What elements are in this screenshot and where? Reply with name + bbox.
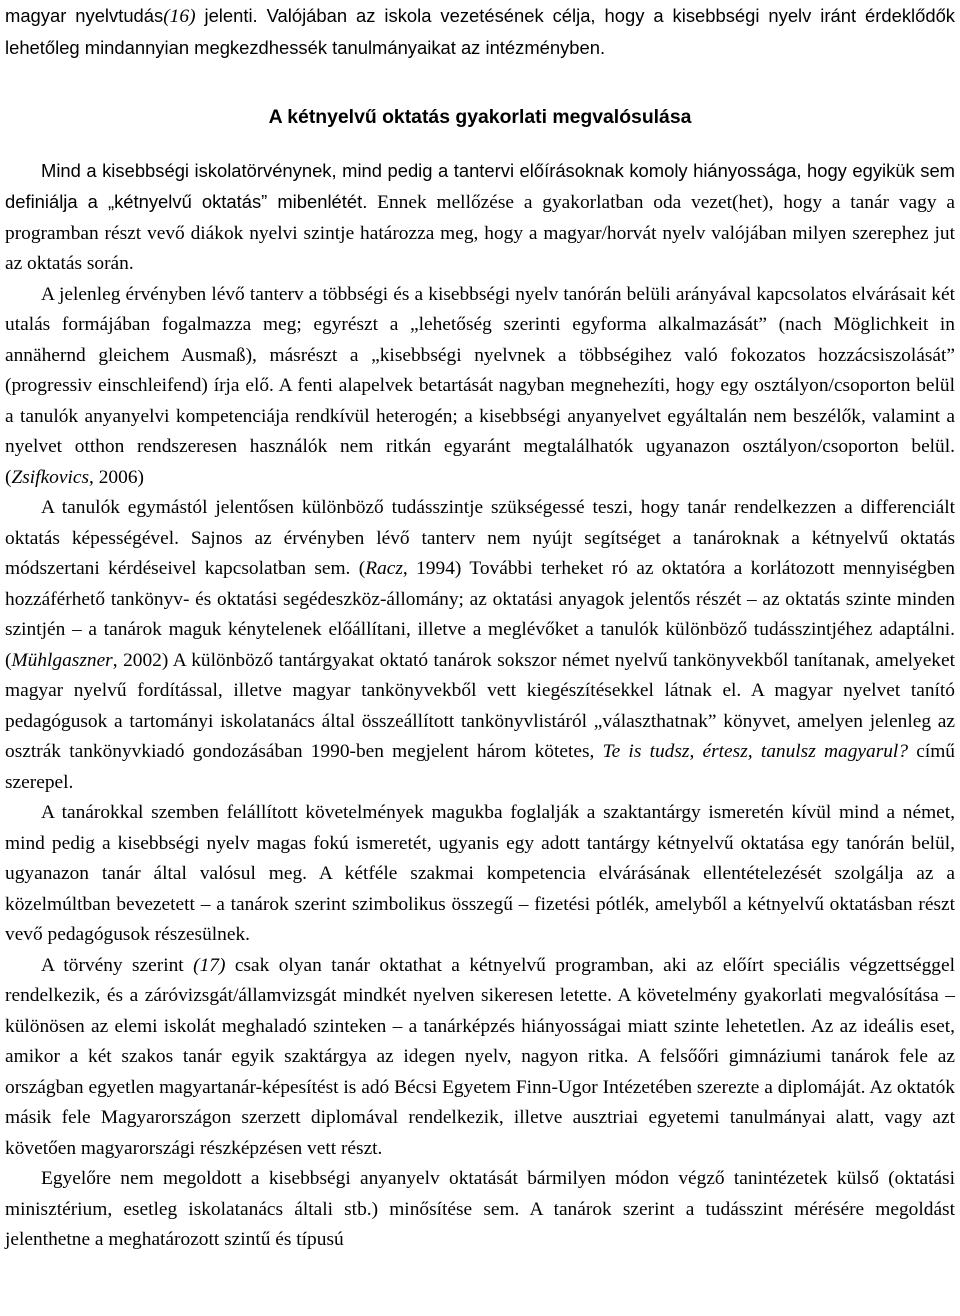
text-run: magyar nyelvtudás [5, 5, 164, 26]
paragraph-intro [0, 0, 960, 64]
paragraph-3 [0, 493, 960, 798]
paragraph-2 [0, 280, 960, 494]
text-run: , 2006) [89, 466, 144, 488]
text-run: csak olyan tanár oktathat a kétnyelvű programban, aki az előírt speciális végzettséggel rendelkezik, és a záróvizsgát/államvizsgát mindkét nyelven sikeresen letette. A követelmény gyakorlati megvalósítása – különösen az elemi iskolát meghaladó szinteken – a tanárképzés hiányosságai miatt szinte lehetetlen. Az az ideális eset, amikor a két szakos tanár egyik szaktárgya az idegen nyelv, nagyon ritka. A felsőőri gimnáziumi tanárok fele az országban egyetlen magyartanár-képesítést is adó Bécsi Egyetem Finn-Ugor Intézetében szerezte a diplomáját. Az oktatók másik fele Magyarországon szerzett diplomával rendelkezik, illetve ausztriai egyetemi tanulmányai alatt, vagy azt követően magyarországi részképzésen vett részt. [5, 954, 955, 1159]
paragraph-1 [0, 156, 960, 280]
paragraph-5 [0, 951, 960, 1165]
text-run: című szerepel. [5, 741, 956, 793]
citation-author: Mühlgaszner [11, 649, 113, 671]
footnote-ref-17: (17) [193, 954, 226, 976]
text-run: , 2002) A különböző tantárgyakat oktató tanárok sokszor német nyelvű tankönyvekből tanítanak, amelyeket magyar nyelvű fordítással, illetve magyar tankönyvekből vett kiegészítésekkel látnak el. A magyar nyelvet tanító pedagógusok a tartományi iskolatanács által összeállított tankönyvlistáról „választhatnak” könyvet, amelyen jelenleg az osztrák tankönyvkiadó gondozásában 1990-ben megjelent három kötetes, [5, 649, 955, 762]
text-run: jelenti. [195, 5, 267, 26]
text-run: Mind a kisebbségi iskolatörvénynek, mind pedig a tantervi előírásoknak komoly hiányossága, hogy egyikük sem definiálja a „kétnyelvű oktatás” mibenlétét. [5, 159, 955, 212]
text-run: A jelenleg érvényben lévő tanterv a többségi és a kisebbségi nyelv tanórán belüli arányával kapcsolatos elvárásait két utalás formájában fogalmazza meg; egyrészt a „lehetőség szerinti egyforma alkalmazását” (nach Möglichkeit in annähernd gleichem Ausmaß), másrészt a „kisebbségi nyelvnek a többségihez való fokozatos hozzácsiszolását” (progressiv einschleifend) írja elő. A fenti alapelvek betartását nagyban megnehezíti, hogy egy osztályon/csoporton belül a tanulók anyanyelvi kompetenciája rendkívül heterogén; a kisebbségi anyanyelvet egyáltalán nem beszélők, valamint a nyelvet otthon rendszeresen használók nem ritkán egyaránt megtalálhatók ugyanazon osztályon/csoporton belül. ( [5, 283, 955, 488]
text-run: A tanulók egymástól jelentősen különböző tudásszintje szükségessé teszi, hogy tanár rendelkezzen a differenciált oktatás képességével. Sajnos az érvényben lévő tanterv nem nyújt segítséget a tanároknak a kétnyelvű oktatás módszertani kérdéseivel kapcsolatban sem. ( [5, 497, 955, 579]
paragraph-6: Egyelőre nem megoldott a kisebbségi anyanyelv oktatását bármilyen módon végző tanintézetek külső (oktatási minisztérium, esetleg iskolatanács általi stb.) minősítése sem. A tanárok szerint a tudásszint mérésére megoldást jelenthetne a meghatározott szintű és típusú [5, 1168, 955, 1250]
book-title: Te is tudsz, értesz, tanulsz magyarul? [602, 741, 909, 762]
citation-author: Zsifkovics [11, 466, 90, 488]
text-run: Valójában az iskola vezetésének célja, hogy a kisebbségi nyelv iránt érdeklődők lehetőleg mindannyian megkezdhessék tanulmányaikat az intézményben. [5, 5, 955, 58]
section-heading: A kétnyelvű oktatás gyakorlati megvalósulása [268, 106, 692, 128]
text-run: , 1994) További terheket ró az oktatóra a korlátozott mennyiségben hozzáférhető tankönyv- és oktatási segédeszköz-állomány; az oktatási anyagok jelentős részét – az oktatás szinte minden szintjén – a tanárok maguk kénytelenek előállítani, illetve a meglévőket a tanulók különböző tudásszintjéhez adaptálni. ( [5, 558, 955, 671]
text-run: Ennek mellőzése a gyakorlatban oda vezet(het), hogy a tanár vagy a programban részt vevő diákok nyelvi szintje határozza meg, hogy a magyar/horvát nyelv valójában milyen szerephez jut az oktatás során. [5, 192, 955, 274]
footnote-ref-16: (16) [163, 6, 196, 27]
paragraph-4: A tanárokkal szemben felállított követelmények magukba foglalják a szaktantárgy ismeretén kívül mind a német, mind pedig a kisebbségi nyelv magas fokú ismeretét, ugyanis egy adott tantárgy kétnyelvű oktatása egy tanórán belül, ugyanazon tanár által valósul meg. A kétféle szakmai kompetencia elvárásának ellentételezését szolgálja az a közelmúltban bevezetett – a tanárok szerint szimbolikus összegű – fizetési pótlék, amelyből a kétnyelvű oktatásban részt vevő pedagógusok részesülnek. [5, 802, 955, 945]
citation-author: Racz [365, 558, 403, 579]
text-run: A törvény szerint [41, 954, 194, 976]
